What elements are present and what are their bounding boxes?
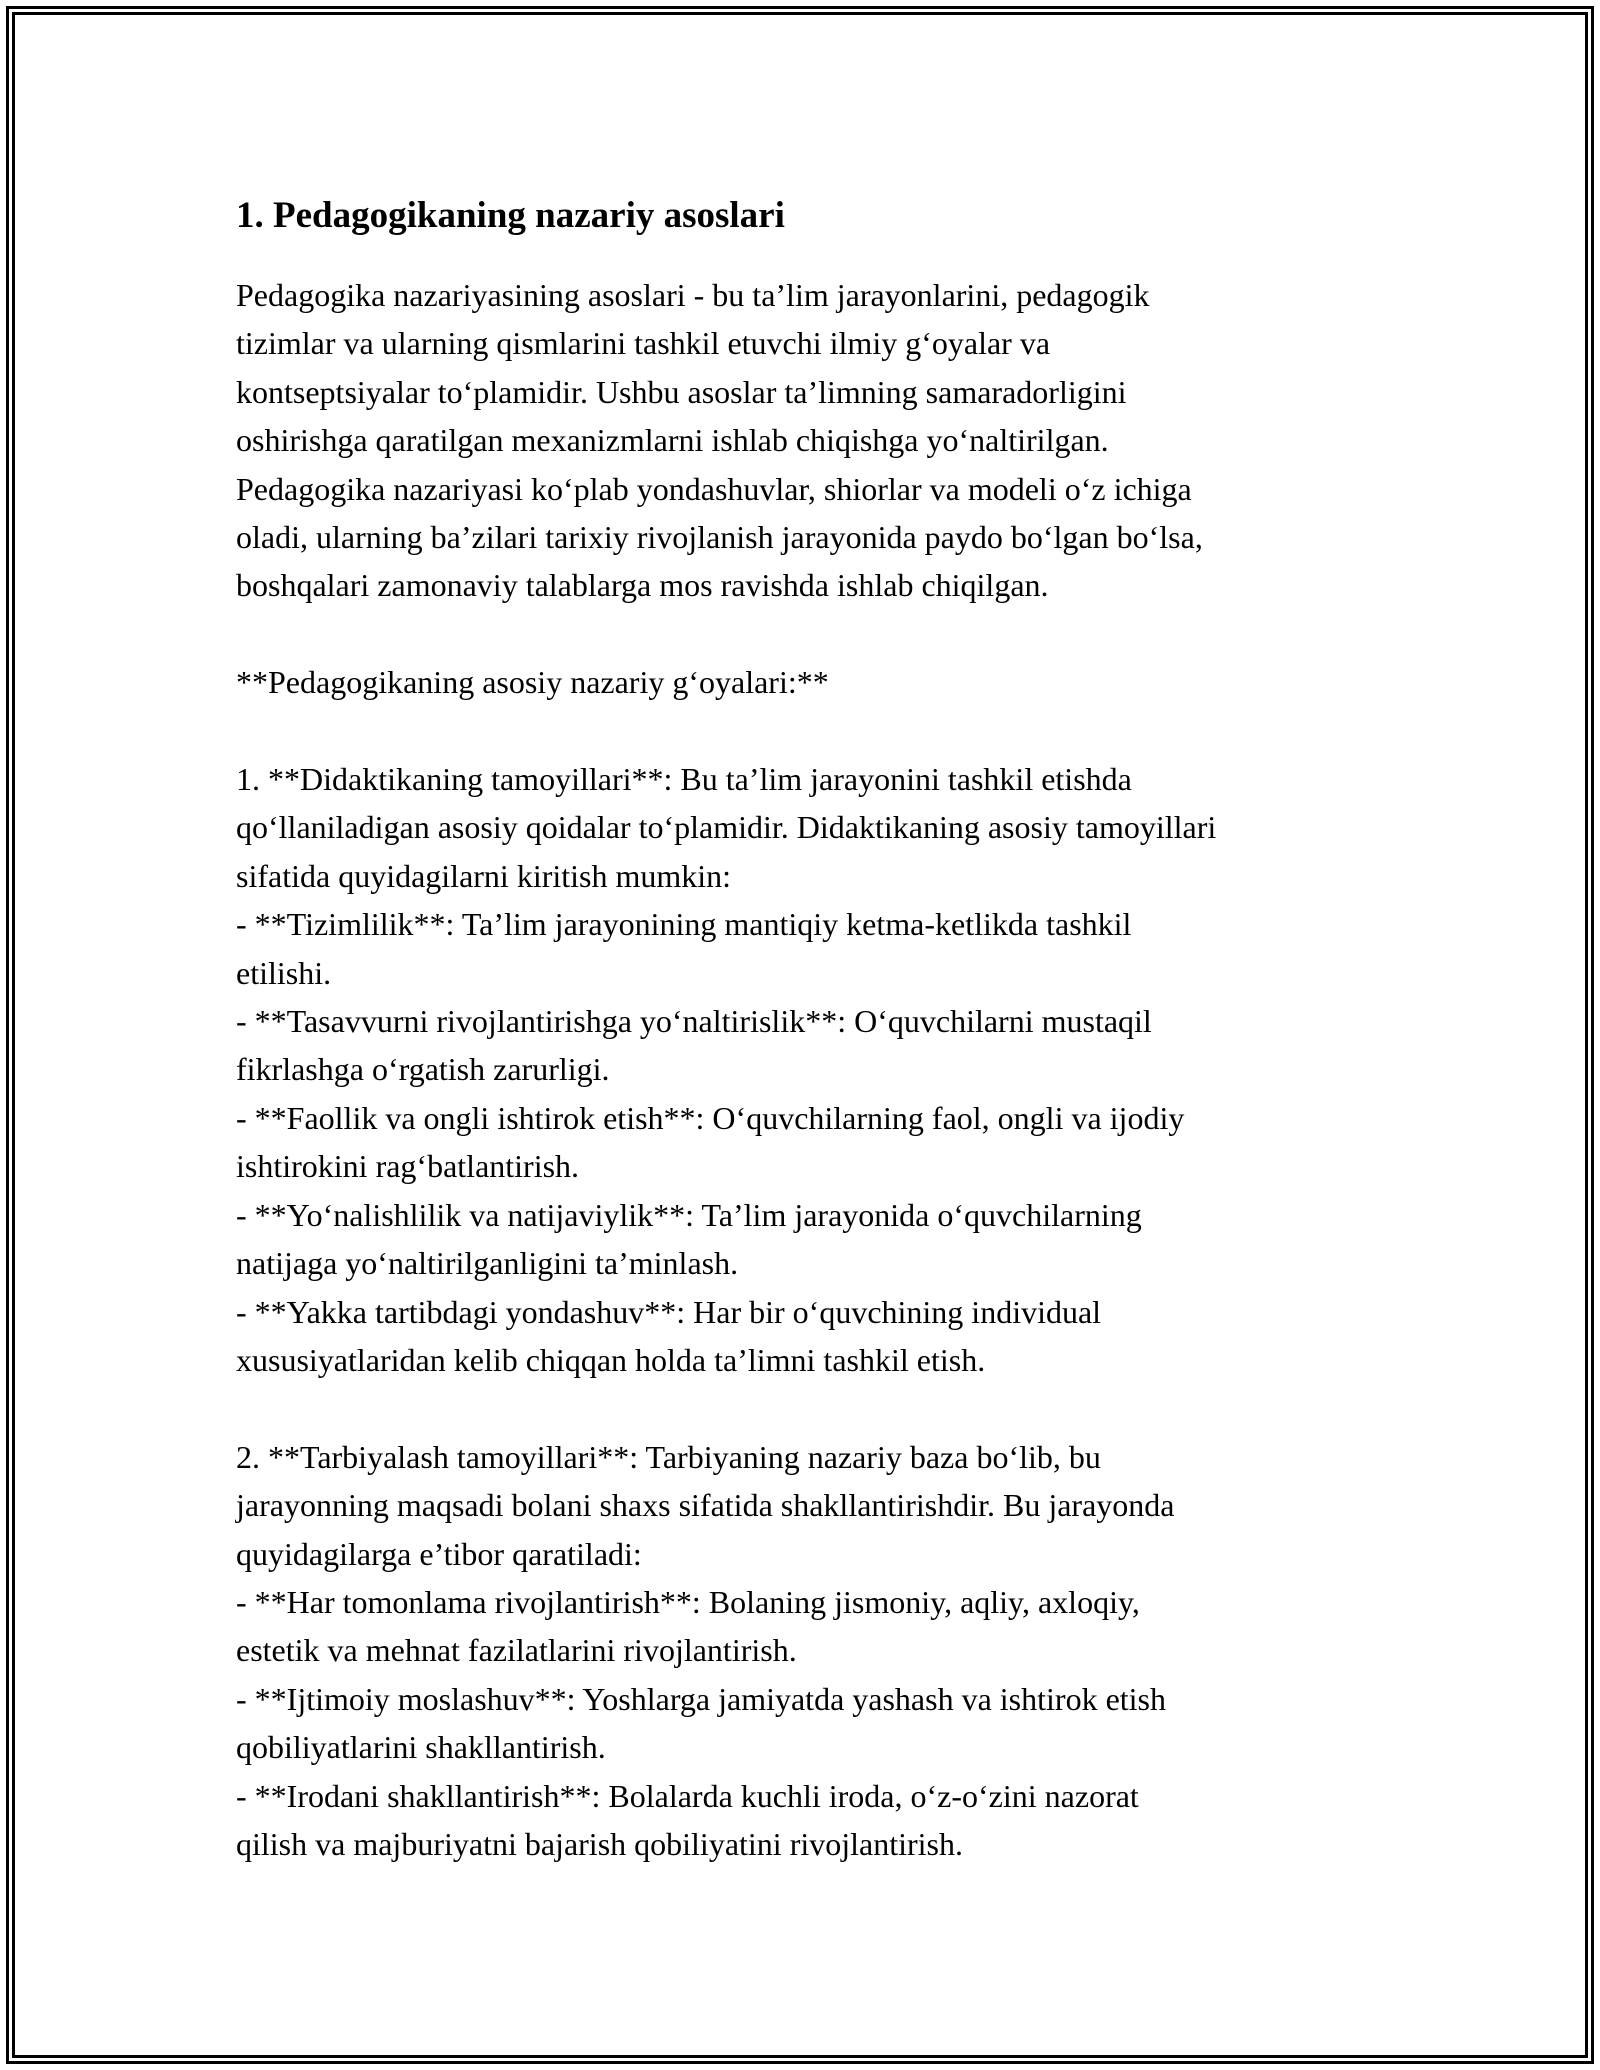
section-heading: 1. Pedagogikaning nazariy asoslari: [236, 195, 785, 236]
document-body: [236, 186, 1376, 1868]
subheading-paragraph: **Pedagogikaning asosiy nazariy g‘oyalari:**: [236, 664, 829, 701]
paragraph-spacer: [236, 1384, 1376, 1432]
intro-paragraph: Pedagogika nazariyasining asoslari - bu ta’lim jarayonlarini, pedagogik tizimlar va ularning qismlarini tashkil etuvchi ilmiy g‘oyalar va kontseptsiyalar to‘plamidir. Ushbu asoslar ta’limning samaradorligini oshirishga qaratilgan mexanizmlarni ishlab chiqishga yo‘naltirilgan. Pedagogika nazariyasi ko‘plab yondashuvlar, shiorlar va modeli o‘z ichiga oladi, ularning ba’zilari tarixiy rivojlanish jarayonida paydo bo‘lgan bo‘lsa, boshqalari zamonaviy talablarga mos ravishda ishlab chiqilgan.: [236, 277, 1203, 604]
paragraph-spacer: [236, 610, 1376, 658]
didactics-principles-paragraph: 1. **Didaktikaning tamoyillari**: Bu ta’lim jarayonini tashkil etishda qo‘llaniladigan asosiy qoidalar to‘plamidir. Didaktikaning asosiy tamoyillari sifatida quyidagilarni kiritish mumkin: - **Tizimlilik**: Ta’lim jarayonining mantiqiy ketma-ketlikda tashkil etilishi. - **Tasavvurni rivojlantirishga yo‘naltirislik**: O‘quvchilarni mustaqil fikrlashga o‘rgatish zarurligi. - **Faollik va ongli ishtirok etish**: O‘quvchilarning faol, ongli va ijodiy ishtirokini rag‘batlantirish. - **Yo‘nalishlilik va natijaviylik**: Ta’lim jarayonida o‘quvchilarning natijaga yo‘naltirilganligini ta’minlash. - **Yakka tartibdagi yondashuv**: Har bir o‘quvchining individual xususiyatlaridan kelib chiqqan holda ta’limni tashkil etish.: [236, 761, 1217, 1378]
upbringing-principles-paragraph: 2. **Tarbiyalash tamoyillari**: Tarbiyaning nazariy baza bo‘lib, bu jarayonning maqsadi bolani shaxs sifatida shakllantirishdir. Bu jarayonda quyidagilarga e’tibor qaratiladi: - **Har tomonlama rivojlantirish**: Bolaning jismoniy, aqliy, axloqiy, estetik va mehnat fazilatlarini rivojlantirish. - **Ijtimoiy moslashuv**: Yoshlarga jamiyatda yashash va ishtirok etish qobiliyatlarini shakllantirish. - **Irodani shakllantirish**: Bolalarda kuchli iroda, o‘z-o‘zini nazorat qilish va majburiyatni bajarish qobiliyatini rivojlantirish.: [236, 1438, 1175, 1862]
paragraph-spacer: [236, 707, 1376, 755]
